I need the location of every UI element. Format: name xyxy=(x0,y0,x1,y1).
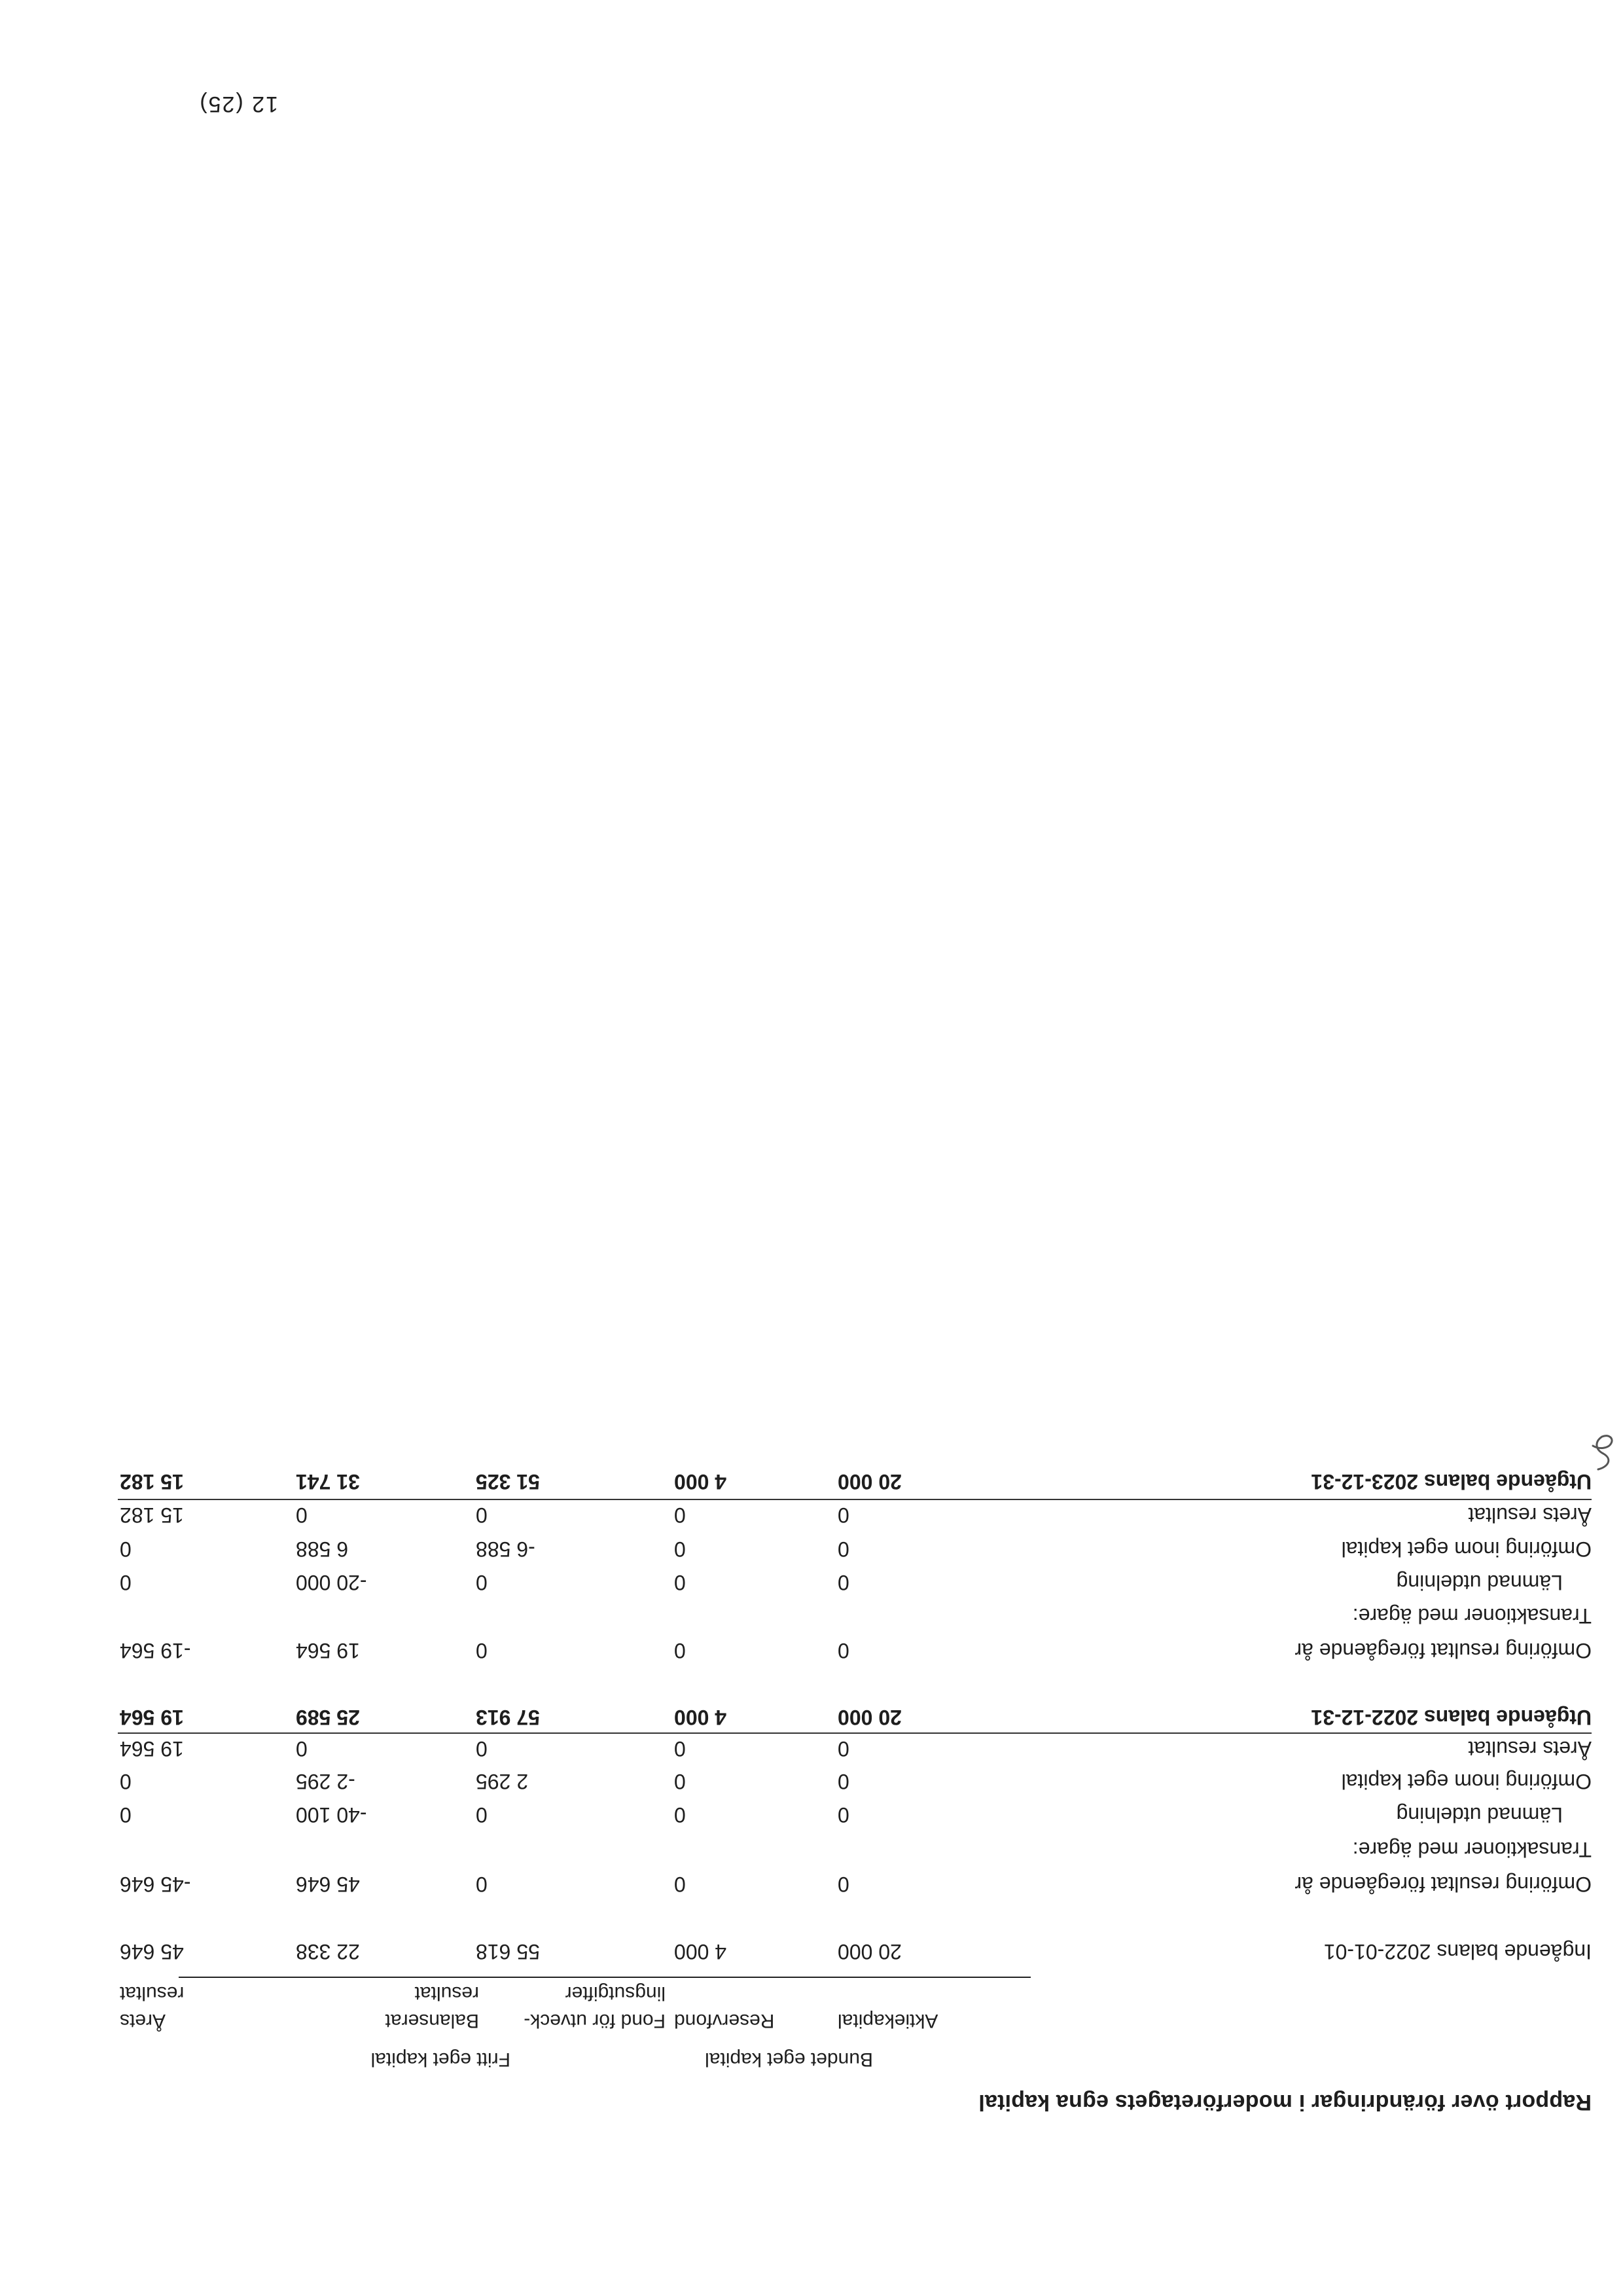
cell-balanserat-resultat: -40 100 xyxy=(296,1803,367,1827)
cell-aktiekapital: 0 xyxy=(838,1503,849,1527)
cell-balanserat-resultat: -20 000 xyxy=(296,1571,367,1594)
cell-reservfond: 4 000 xyxy=(674,1470,727,1494)
cell-aktiekapital: 0 xyxy=(838,1803,849,1827)
cell-fond-utvecklingsutgifter: 0 xyxy=(476,1639,488,1662)
cell-reservfond: 0 xyxy=(674,1639,686,1662)
handwritten-initial-mark xyxy=(1588,1433,1618,1472)
row-label: Årets resultat xyxy=(1468,1737,1592,1761)
cell-balanserat-resultat: 0 xyxy=(296,1503,308,1527)
row-label: Omföring inom eget kapital xyxy=(1341,1770,1592,1793)
cell-fond-utvecklingsutgifter: 0 xyxy=(476,1873,488,1896)
subtotal-rule xyxy=(118,1732,1592,1734)
cell-reservfond: 0 xyxy=(674,1537,686,1561)
cell-arets-resultat: 15 182 xyxy=(120,1503,184,1527)
column-header-arets-resultat xyxy=(120,1979,288,2034)
cell-balanserat-resultat: 0 xyxy=(296,1737,308,1761)
cell-arets-resultat: 19 564 xyxy=(120,1737,184,1761)
row-label: Ingående balans 2022-01-01 xyxy=(1323,1940,1592,1964)
page-number: 12 (25) xyxy=(198,92,278,117)
cell-arets-resultat: -19 564 xyxy=(120,1639,191,1662)
row-label: Lämnad utdelning xyxy=(1396,1571,1563,1594)
row-label: Lämnad utdelning xyxy=(1396,1803,1563,1827)
cell-balanserat-resultat: 6 588 xyxy=(296,1537,349,1561)
cell-balanserat-resultat: 19 564 xyxy=(296,1639,360,1662)
column-header-reservfond xyxy=(674,2007,851,2034)
cell-fond-utvecklingsutgifter: 0 xyxy=(476,1503,488,1527)
column-header-balanserat-line1: Balanserat xyxy=(385,2010,479,2032)
cell-balanserat-resultat: 25 589 xyxy=(296,1706,360,1729)
column-header-aktiekapital-text: Aktiekapital xyxy=(838,2010,938,2032)
cell-arets-resultat: 0 xyxy=(120,1803,132,1827)
subtotal-rule xyxy=(118,1499,1592,1500)
column-header-balanserat-line2: resultat xyxy=(414,1982,479,2004)
column-header-arets-line2: resultat xyxy=(120,1982,185,2004)
cell-arets-resultat: 15 182 xyxy=(120,1470,184,1494)
cell-aktiekapital: 20 000 xyxy=(838,1470,902,1494)
cell-balanserat-resultat: -2 295 xyxy=(296,1770,355,1793)
cell-reservfond: 0 xyxy=(674,1571,686,1594)
cell-fond-utvecklingsutgifter: -6 588 xyxy=(476,1537,535,1561)
group-header-fritt: Fritt eget kapital xyxy=(370,2049,510,2070)
cell-balanserat-resultat: 45 646 xyxy=(296,1873,360,1896)
cell-reservfond: 0 xyxy=(674,1770,686,1793)
column-header-fond-line2: lingsutgifter xyxy=(565,1982,666,2004)
cell-arets-resultat: 0 xyxy=(120,1571,132,1594)
cell-aktiekapital: 0 xyxy=(838,1770,849,1793)
cell-arets-resultat: 45 646 xyxy=(120,1940,184,1964)
cell-reservfond: 0 xyxy=(674,1503,686,1527)
row-label-total: Utgående balans 2023-12-31 xyxy=(1311,1470,1592,1494)
cell-reservfond: 0 xyxy=(674,1803,686,1827)
cell-balanserat-resultat: 31 741 xyxy=(296,1470,360,1494)
cell-aktiekapital: 0 xyxy=(838,1571,849,1594)
cell-arets-resultat: 0 xyxy=(120,1770,132,1793)
column-header-arets-line1: Årets xyxy=(120,2010,166,2032)
cell-arets-resultat: -45 646 xyxy=(120,1873,191,1896)
cell-aktiekapital: 20 000 xyxy=(838,1940,902,1964)
column-header-reservfond-text: Reservfond xyxy=(674,2010,775,2032)
row-label: Omföring resultat föregående år xyxy=(1294,1873,1592,1896)
cell-aktiekapital: 0 xyxy=(838,1537,849,1561)
column-header-aktiekapital xyxy=(838,2007,1014,2034)
row-label: Årets resultat xyxy=(1468,1503,1592,1527)
column-header-balanserat-resultat xyxy=(348,1979,479,2034)
cell-fond-utvecklingsutgifter: 0 xyxy=(476,1737,488,1761)
cell-aktiekapital: 0 xyxy=(838,1737,849,1761)
cell-aktiekapital: 0 xyxy=(838,1873,849,1896)
row-label: Omföring resultat föregående år xyxy=(1294,1639,1592,1662)
cell-fond-utvecklingsutgifter: 57 913 xyxy=(476,1706,540,1729)
cell-fond-utvecklingsutgifter: 55 618 xyxy=(476,1940,540,1964)
row-label-section: Transaktioner med ägare: xyxy=(1352,1838,1592,1861)
cell-reservfond: 4 000 xyxy=(674,1706,727,1729)
row-label: Omföring inom eget kapital xyxy=(1341,1537,1592,1561)
row-label-total: Utgående balans 2022-12-31 xyxy=(1311,1706,1592,1729)
header-rule xyxy=(179,1977,1031,1978)
cell-fond-utvecklingsutgifter: 0 xyxy=(476,1803,488,1827)
cell-reservfond: 4 000 xyxy=(674,1940,727,1964)
cell-fond-utvecklingsutgifter: 51 325 xyxy=(476,1470,540,1494)
cell-arets-resultat: 19 564 xyxy=(120,1706,184,1729)
column-header-fond-line1: Fond för utveck- xyxy=(524,2010,666,2032)
cell-aktiekapital: 0 xyxy=(838,1639,849,1662)
group-header-bundet: Bundet eget kapital xyxy=(705,2049,873,2070)
column-header-fond-utvecklingsutgifter xyxy=(476,1979,666,2034)
cell-reservfond: 0 xyxy=(674,1873,686,1896)
cell-aktiekapital: 20 000 xyxy=(838,1706,902,1729)
page-title: Rapport över förändringar i moderföretagets egna kapital xyxy=(978,2090,1592,2115)
row-label-section: Transaktioner med ägare: xyxy=(1352,1604,1592,1628)
cell-fond-utvecklingsutgifter: 2 295 xyxy=(476,1770,529,1793)
cell-arets-resultat: 0 xyxy=(120,1537,132,1561)
cell-reservfond: 0 xyxy=(674,1737,686,1761)
cell-fond-utvecklingsutgifter: 0 xyxy=(476,1571,488,1594)
cell-balanserat-resultat: 22 338 xyxy=(296,1940,360,1964)
